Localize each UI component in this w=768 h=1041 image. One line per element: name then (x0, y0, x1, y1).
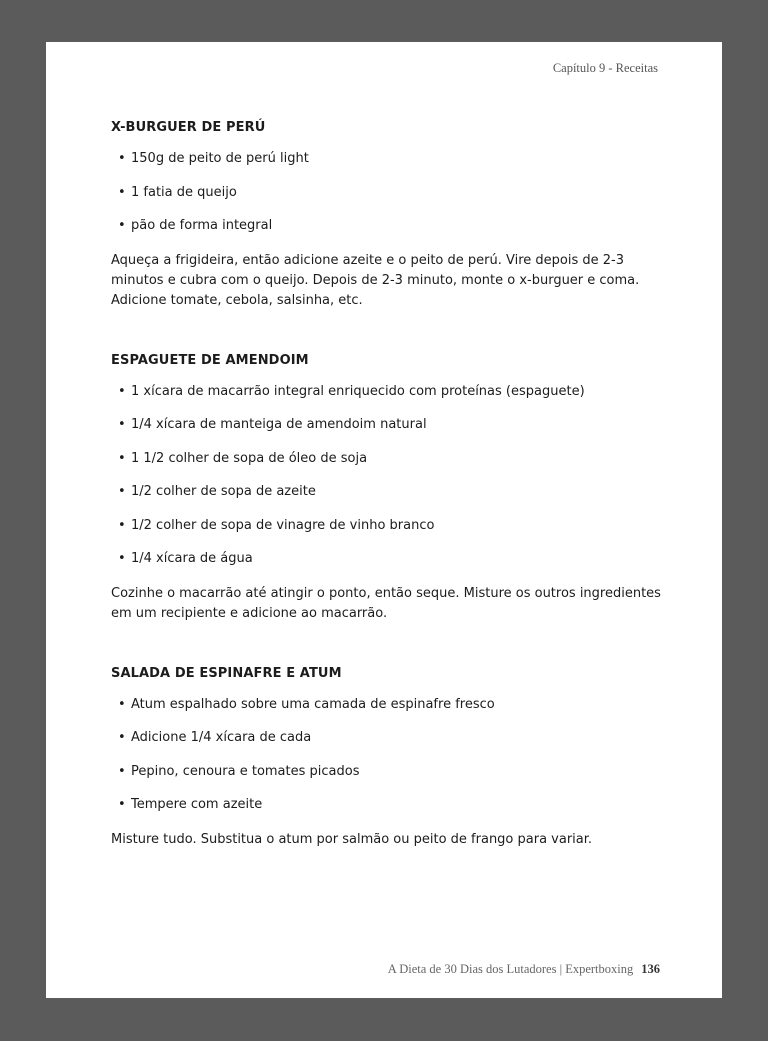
recipe-instructions: Aqueça a frigideira, então adicione azeite e o peito de perú. Vire depois de 2-3 minutos e cubra com o queijo. Depois de 2-3 minuto, monte o x-burguer e coma. Adicione tomate, cebola, salsinha, etc. (111, 252, 640, 308)
ingredient-text: 1 fatia de queijo (131, 184, 237, 200)
document-page (46, 42, 722, 998)
ingredient-item (111, 151, 671, 167)
ingredient-item (111, 451, 671, 467)
page-number: 136 (641, 962, 660, 976)
ingredient-text: 1 xícara de macarrão integral enriquecido com proteínas (espaguete) (131, 383, 585, 399)
bullet-icon: • (118, 383, 126, 399)
ingredient-item (111, 551, 671, 567)
bullet-icon: • (118, 450, 126, 466)
recipe-espaguete (111, 353, 671, 624)
page-footer (388, 962, 660, 977)
ingredient-text: 1/4 xícara de manteiga de amendoim natural (131, 417, 427, 432)
recipe-instructions: Cozinhe o macarrão até atingir o ponto, então seque. Misture os outros ingredientes em um recipiente e adicione ao macarrão. (111, 585, 661, 621)
ingredient-item (111, 484, 671, 500)
bullet-icon: • (118, 551, 126, 566)
ingredient-text: 150g de peito de perú light (131, 151, 309, 166)
recipe-title: X-BURGUER DE PERÚ (111, 120, 266, 135)
bullet-icon: • (118, 417, 126, 432)
ingredient-item (111, 797, 671, 813)
ingredient-item (111, 185, 671, 201)
recipe-title: SALADA DE ESPINAFRE E ATUM (111, 665, 342, 681)
bullet-icon: • (118, 184, 126, 200)
ingredient-text: 1/4 xícara de água (131, 551, 253, 566)
bullet-icon: • (118, 730, 126, 745)
ingredient-item (111, 417, 671, 433)
ingredient-list (111, 384, 671, 568)
ingredient-list (111, 697, 671, 814)
ingredient-text: Tempere com azeite (131, 797, 263, 812)
page-content (111, 120, 671, 850)
bullet-icon: • (118, 797, 126, 812)
book-title: A Dieta de 30 Dias dos Lutadores | Expertboxing (387, 962, 634, 976)
ingredient-text: Atum espalhado sobre uma camada de espinafre fresco (131, 696, 495, 712)
running-header: Capítulo 9 - Receitas (552, 61, 658, 75)
ingredient-text: 1/2 colher de sopa de vinagre de vinho branco (131, 517, 435, 533)
bullet-icon: • (118, 517, 126, 533)
bullet-icon: • (118, 763, 126, 779)
ingredient-text: pão de forma integral (131, 218, 273, 233)
ingredient-item (111, 218, 671, 234)
ingredient-item (111, 384, 671, 400)
ingredient-item (111, 697, 671, 713)
recipe-title: ESPAGUETE DE AMENDOIM (111, 352, 309, 368)
ingredient-text: 1/2 colher de sopa de azeite (131, 484, 316, 499)
recipe-salada (111, 666, 671, 850)
bullet-icon: • (118, 151, 126, 166)
ingredient-text: 1 1/2 colher de sopa de óleo de soja (131, 450, 368, 466)
ingredient-list (111, 151, 671, 234)
bullet-icon: • (118, 218, 126, 233)
ingredient-item (111, 730, 671, 746)
ingredient-text: Adicione 1/4 xícara de cada (131, 730, 312, 745)
recipe-instructions: Misture tudo. Substitua o atum por salmão ou peito de frango para variar. (111, 831, 593, 847)
bullet-icon: • (118, 484, 126, 499)
ingredient-text: Pepino, cenoura e tomates picados (131, 763, 360, 779)
bullet-icon: • (118, 696, 126, 712)
ingredient-item (111, 764, 671, 780)
recipe-x-burguer (111, 120, 671, 311)
ingredient-item (111, 518, 671, 534)
